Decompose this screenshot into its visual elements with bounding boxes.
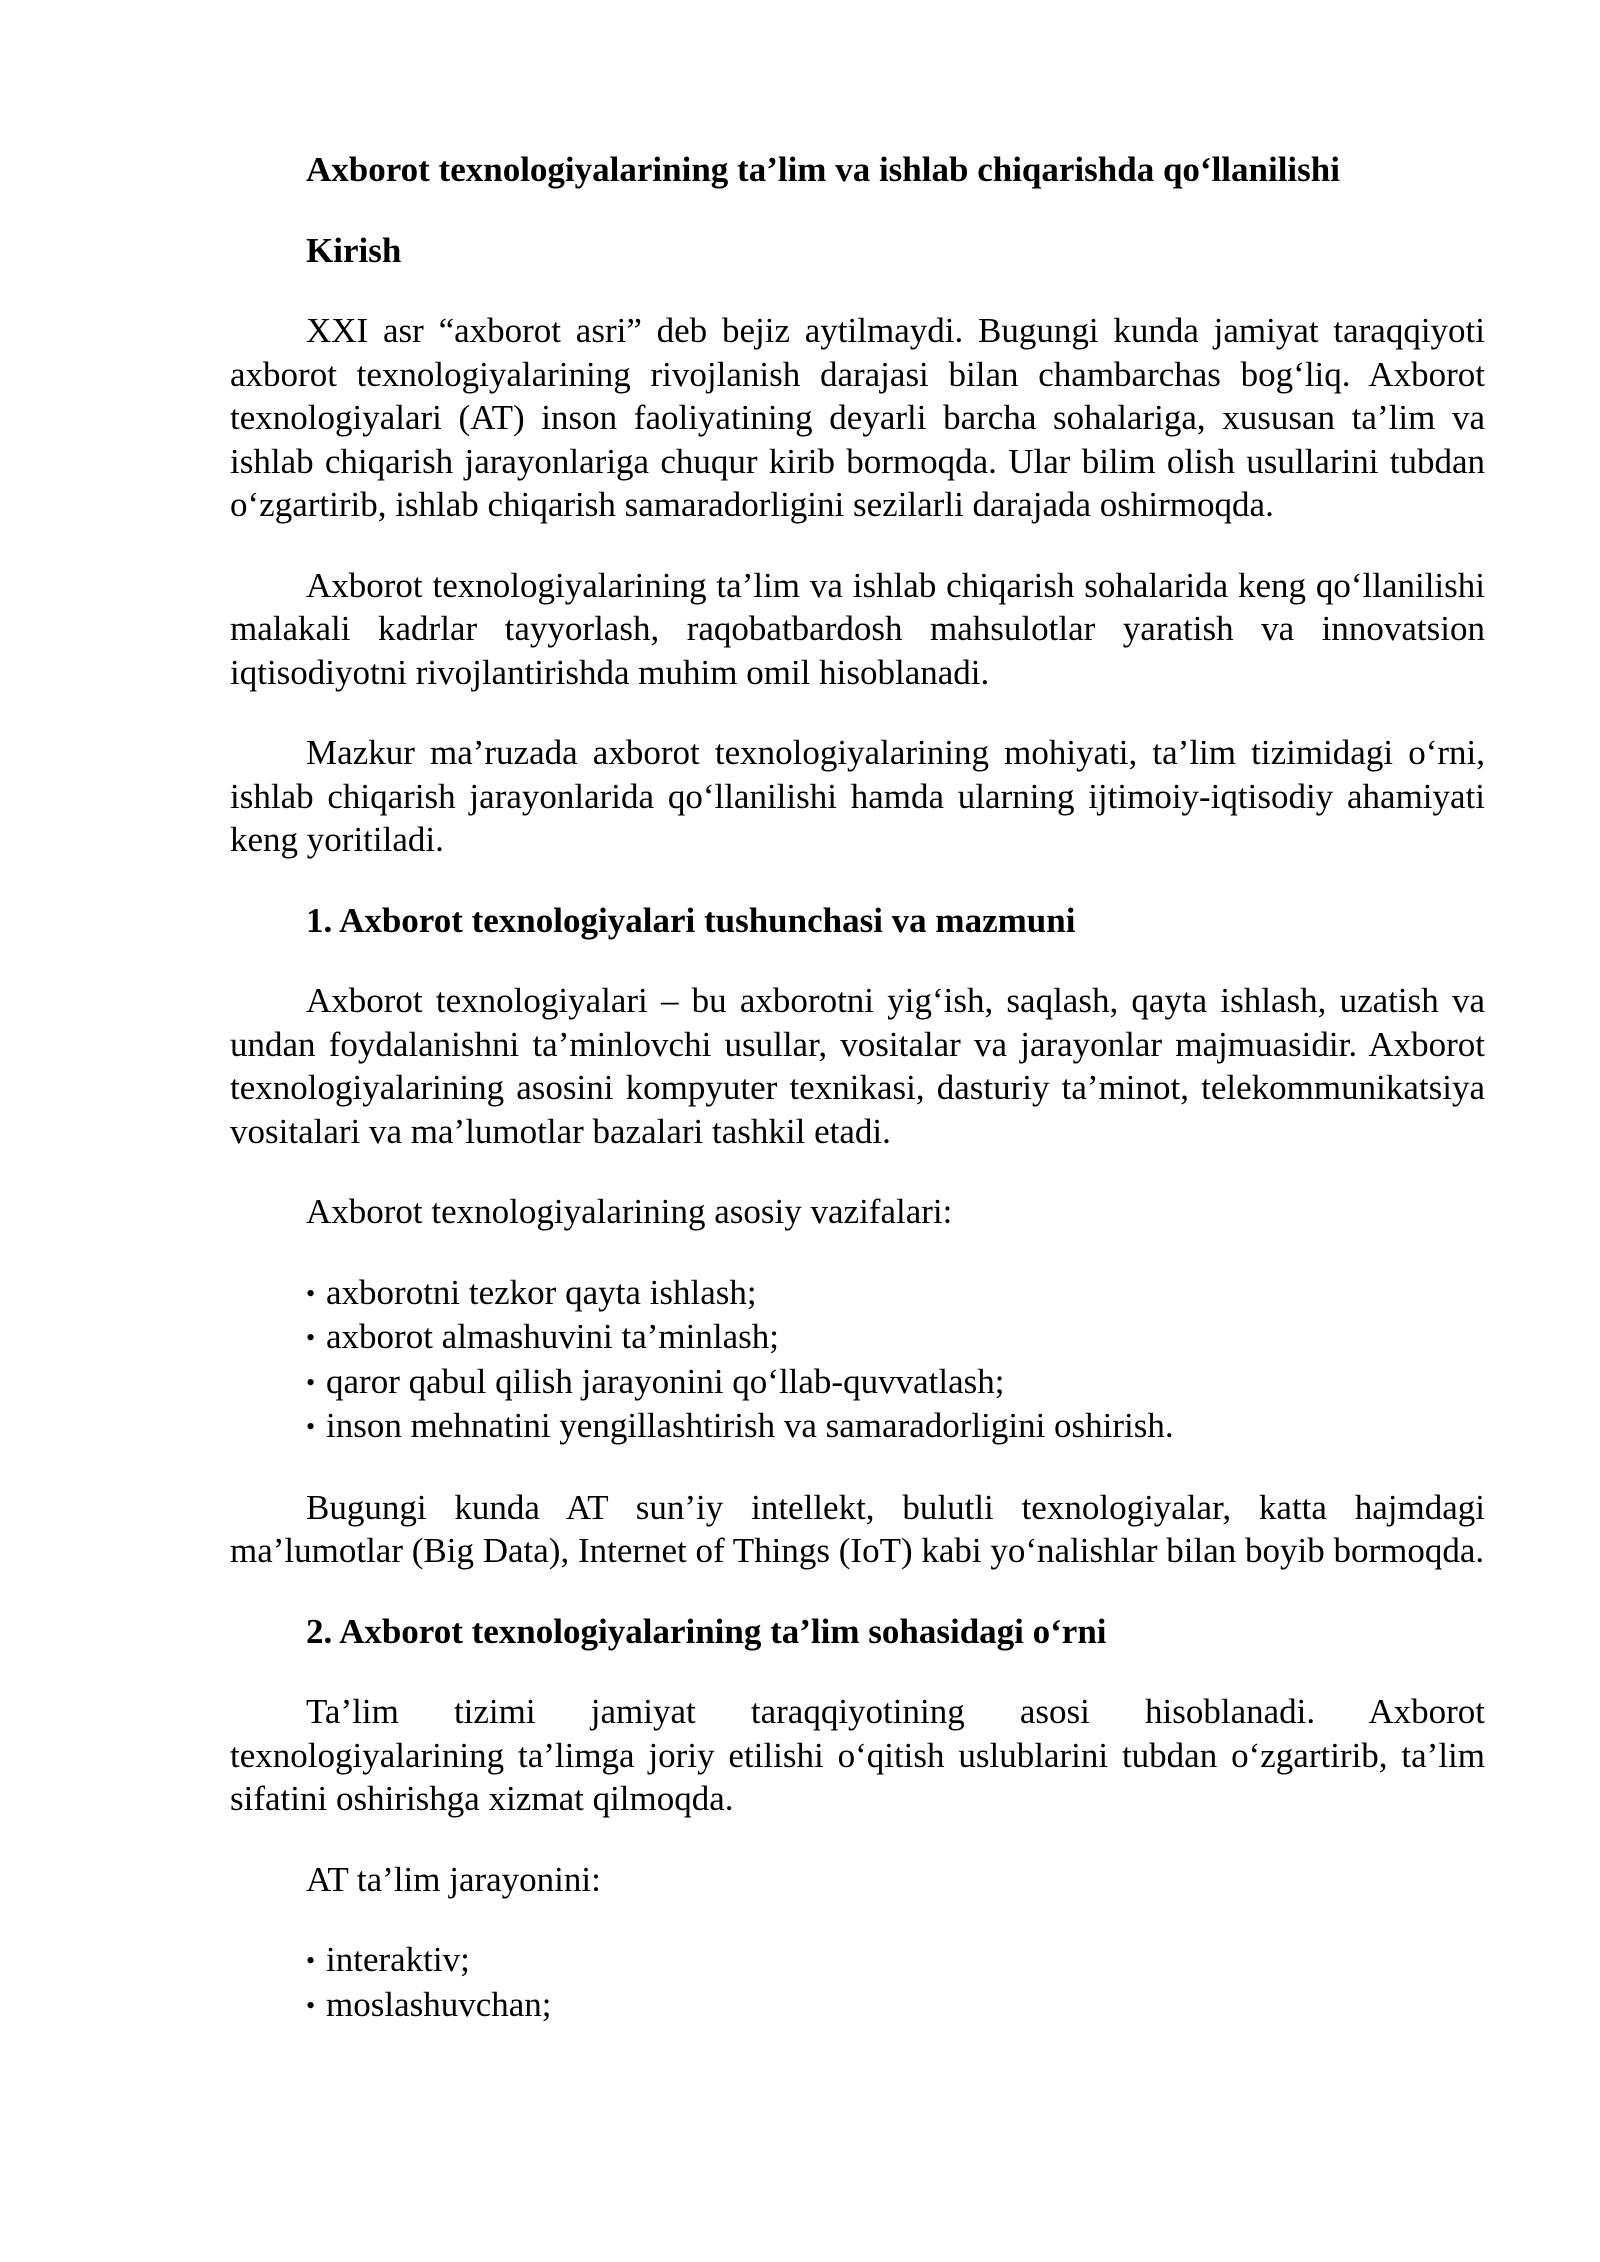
list-item xyxy=(306,1360,1485,1405)
intro-paragraph-3: Mazkur ma’ruzada axborot texnologiyalarining mohiyati, ta’lim tizimidagi o‘rni, ishlab chiqarish jarayonlarida qo‘llanilishi hamda ularning ijtimoiy-iqtisodiy ahamiyati keng yoritiladi. xyxy=(230,733,1485,859)
section-2-heading: 2. Axborot texnologiyalarining ta’lim sohasidagi o‘rni xyxy=(306,1611,1107,1651)
list-item-text: moslashuvchan; xyxy=(326,1984,552,2024)
list-item-text: axborot almashuvini ta’minlash; xyxy=(326,1317,779,1356)
section-1-heading: 1. Axborot texnologiyalari tushunchasi va mazmuni xyxy=(306,900,1076,940)
intro-paragraph-2: Axborot texnologiyalarining ta’lim va ishlab chiqarish sohalarida keng qo‘llanilishi malakali kadrlar tayyorlash, raqobatbardosh mahsulotlar yaratish va innovatsion iqtisodiyotni rivojlantirishda muhim omil hisoblanadi. xyxy=(230,565,1485,692)
list-item-text: qaror qabul qilish jarayonini qo‘llab-quvvatlash; xyxy=(326,1361,1005,1401)
bullet-icon: • xyxy=(306,1412,316,1441)
bullet-icon: • xyxy=(306,1367,316,1397)
bullet-icon: • xyxy=(306,1323,316,1352)
section-1-bullet-list xyxy=(230,1271,1485,1449)
list-item-text: inson mehnatini yengillashtirish va samaradorligini oshirish. xyxy=(326,1406,1174,1445)
bullet-icon: • xyxy=(306,1990,316,2020)
intro-heading: Kirish xyxy=(306,230,402,270)
section-1-list-intro: Axborot texnologiyalarining asosiy vazifalari: xyxy=(306,1192,953,1231)
list-item-text: interaktiv; xyxy=(326,1940,470,1979)
document-title: Axborot texnologiyalarining ta’lim va ishlab chiqarishda qo‘llanilishi xyxy=(306,150,1340,189)
section-1-paragraph-1: Axborot texnologiyalari – bu axborotni yig‘ish, saqlash, qayta ishlash, uzatish va undan foydalanishni ta’minlovchi usullar, vositalar va jarayonlar majmuasidir. Axborot texnologiyalarining asosini kompyuter texnikasi, dasturiy ta’minot, telekommunikatsiya vositalari va ma’lumotlar bazalari tashkil etadi. xyxy=(230,981,1485,1151)
bullet-icon: • xyxy=(306,1278,316,1308)
bullet-icon: • xyxy=(306,1946,316,1975)
list-item xyxy=(306,1271,1485,1316)
list-item xyxy=(306,1938,1485,1983)
section-2-list-intro: AT ta’lim jarayonini: xyxy=(306,1859,601,1899)
section-1-paragraph-2: Bugungi kunda AT sun’iy intellekt, bulutli texnologiyalar, katta hajmdagi ma’lumotlar (Big Data), Internet of Things (IoT) kabi yo‘nalishlar bilan boyib bormoqda. xyxy=(230,1487,1485,1570)
section-2-bullet-list xyxy=(230,1938,1485,2027)
list-item xyxy=(306,1404,1485,1449)
intro-paragraph-1: XXI asr “axborot asri” deb bejiz aytilmaydi. Bugungi kunda jamiyat taraqqiyoti axborot texnologiyalarining rivojlanish darajasi bilan chambarchas bog‘liq. Axborot texnologiyalari (AT) inson faoliyatining deyarli barcha sohalariga, xususan ta’lim va ishlab chiqarish jarayonlariga chuqur kirib bormoqda. Ular bilim olish usullarini tubdan o‘zgartirib, ishlab chiqarish samaradorligini sezilarli darajada oshirmoqda. xyxy=(230,311,1485,524)
list-item xyxy=(306,1315,1485,1360)
section-2-paragraph-1: Ta’lim tizimi jamiyat taraqqiyotining asosi hisoblanadi. Axborot texnologiyalarining ta’limga joriy etilishi o‘qitish uslublarini tubdan o‘zgartirib, ta’lim sifatini oshirishga xizmat qilmoqda. xyxy=(230,1692,1485,1818)
list-item xyxy=(306,1983,1485,2028)
list-item-text: axborotni tezkor qayta ishlash; xyxy=(326,1272,757,1312)
document-page xyxy=(230,148,1485,2064)
